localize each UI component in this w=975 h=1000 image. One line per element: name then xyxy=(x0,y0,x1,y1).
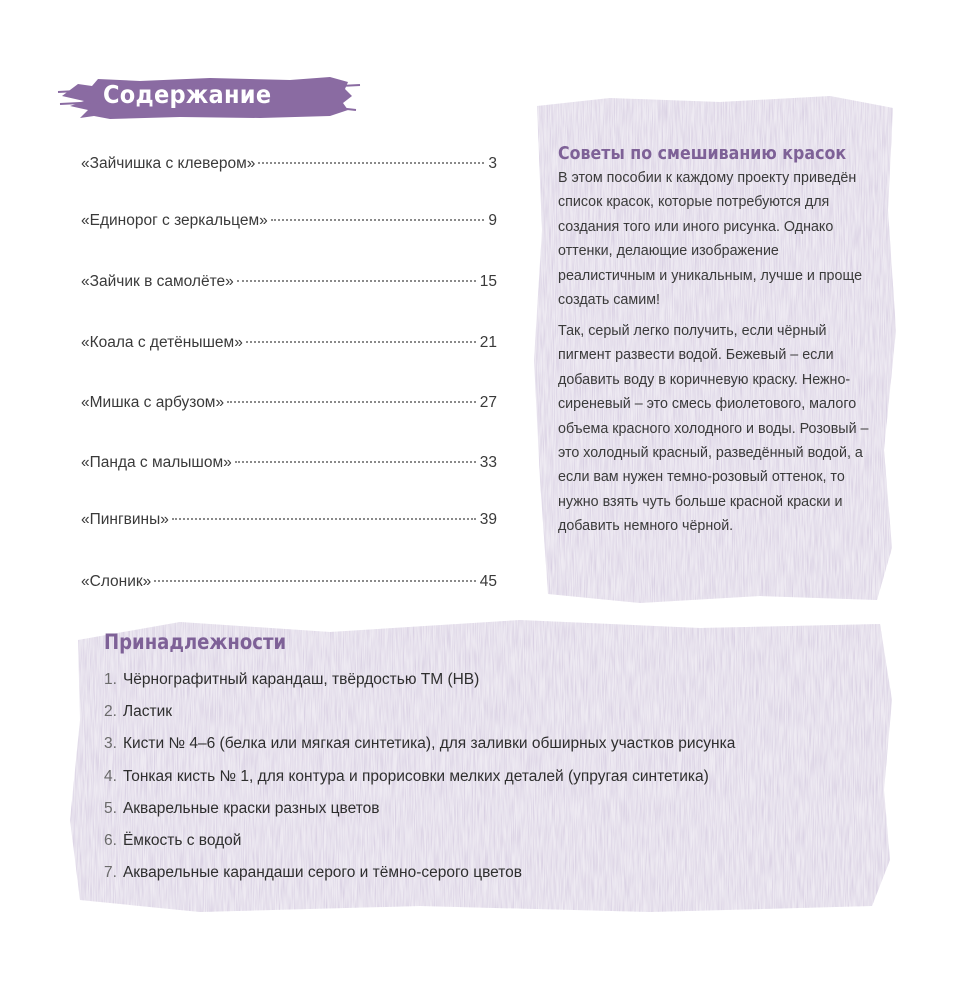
toc-leader-dots xyxy=(237,280,476,282)
list-item-text: Чёрнографитный карандаш, твёрдостью ТМ (НВ) xyxy=(122,671,480,688)
toc-item-page: 21 xyxy=(479,334,497,351)
toc-item-title: «Мишка с арбузом» xyxy=(81,394,225,411)
toc-leader-dots xyxy=(271,219,485,221)
toc-leader-dots xyxy=(154,580,475,582)
list-item-number: 2. xyxy=(104,703,117,721)
toc-leader-dots xyxy=(246,341,476,343)
toc-item-title: «Пингвины» xyxy=(81,511,169,528)
toc-item-title: «Единорог с зеркальцем» xyxy=(81,212,268,229)
list-item-text: Тонкая кисть № 1, для контура и прорисовки мелких деталей (упругая синтетика) xyxy=(122,767,709,785)
toc-item-page: 9 xyxy=(488,212,497,229)
supplies-title: Принадлежности xyxy=(104,630,287,654)
list-item-number: 7. xyxy=(104,864,117,882)
toc-leader-dots xyxy=(172,518,476,520)
tips-paragraph: В этом пособии к каждому проекту приведён список красок, которые потребуются для создания того или иного рисунка. Однако оттенки, делающие изображение реалистичным и уникальным, лучше и проще создать самим! xyxy=(558,170,863,309)
list-item xyxy=(104,832,735,864)
toc-leader-dots xyxy=(235,461,476,463)
list-item-text: Ластик xyxy=(122,703,173,721)
toc-item-page: 15 xyxy=(479,273,497,290)
toc-item[interactable] xyxy=(81,273,497,299)
list-item xyxy=(104,703,735,735)
toc-item[interactable] xyxy=(81,511,497,537)
list-item xyxy=(104,864,735,896)
list-item-text: Кисти № 4–6 (белка или мягкая синтетика), для заливки обширных участков рисунка xyxy=(122,735,736,753)
toc-item-title: «Зайчишка с клевером» xyxy=(81,155,256,172)
list-item-number: 1. xyxy=(104,671,117,688)
toc-item-page: 27 xyxy=(479,394,497,411)
list-item xyxy=(104,800,735,832)
list-item xyxy=(104,671,735,703)
toc-item[interactable] xyxy=(81,573,497,599)
contents-title: Содержание xyxy=(103,80,272,109)
toc-item[interactable] xyxy=(81,155,497,181)
list-item-number: 5. xyxy=(104,799,117,817)
list-item-number: 3. xyxy=(104,735,117,753)
toc-leader-dots xyxy=(258,162,484,164)
toc-item[interactable] xyxy=(81,394,497,420)
tips-paragraph: Так, серый легко получить, если чёрный пигмент развести водой. Бежевый – если добавить воду в коричневую краску. Нежно-сиреневый – это смесь фиолетового, малого объема красного холодного и воды. Розовый – это холодный красный, разведённый водой, а если вам нужен темно-розовый оттенок, то нужно взять чуть больше красной краски и добавить немного чёрной. xyxy=(558,323,869,535)
list-item xyxy=(104,768,735,800)
supplies-list xyxy=(104,671,735,896)
toc-item-title: «Панда с малышом» xyxy=(81,454,232,471)
toc-item-page: 3 xyxy=(488,155,497,172)
toc-item-title: «Зайчик в самолёте» xyxy=(81,273,234,290)
toc-item[interactable] xyxy=(81,334,497,360)
list-item-text: Ёмкость с водой xyxy=(122,831,242,849)
list-item-text: Акварельные краски разных цветов xyxy=(122,799,380,817)
toc-item[interactable] xyxy=(81,454,497,480)
toc-item-title: «Слоник» xyxy=(81,573,152,590)
list-item-text: Акварельные карандаши серого и тёмно-серого цветов xyxy=(122,864,523,882)
tips-title: Советы по смешиванию красок xyxy=(558,143,847,164)
toc-item[interactable] xyxy=(81,212,497,238)
toc-item-page: 33 xyxy=(479,454,497,471)
list-item xyxy=(104,735,735,767)
toc-item-page: 39 xyxy=(479,511,497,528)
toc-leader-dots xyxy=(227,401,476,403)
list-item-number: 4. xyxy=(104,767,117,785)
toc-item-title: «Коала с детёнышем» xyxy=(81,334,243,351)
toc-item-page: 45 xyxy=(479,573,497,590)
list-item-number: 6. xyxy=(104,831,117,849)
